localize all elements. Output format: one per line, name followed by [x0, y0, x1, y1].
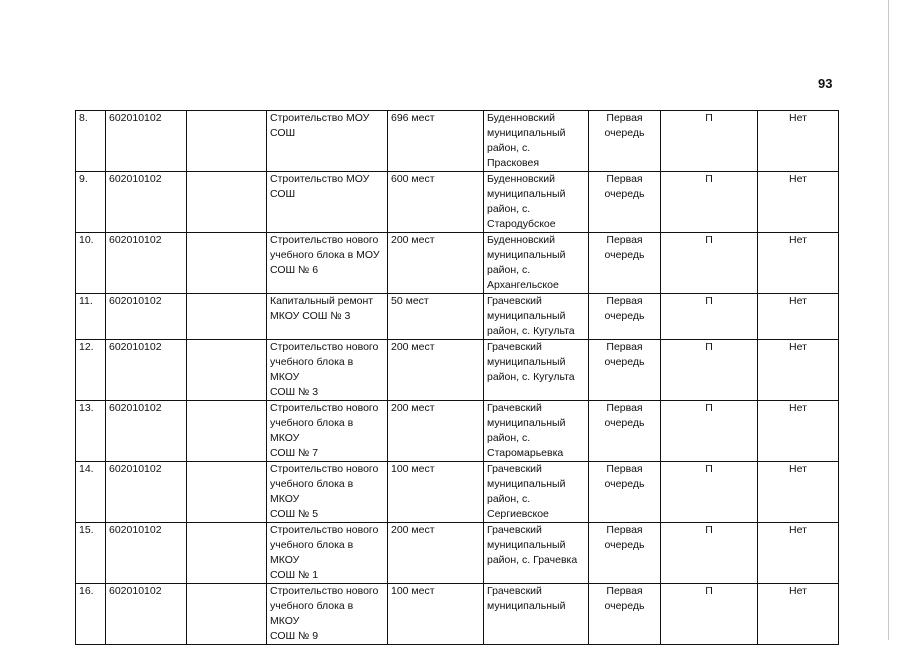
- empty-cell: [187, 172, 267, 233]
- capacity-cell: [388, 111, 484, 172]
- capacity-cell: [388, 462, 484, 523]
- stage-cell: [589, 233, 661, 294]
- cell-line: Первая: [606, 402, 643, 414]
- empty-cell: [187, 462, 267, 523]
- cell-line: СОШ № 6: [270, 264, 319, 276]
- empty-cell: [187, 584, 267, 645]
- cell-line: Первая: [606, 234, 643, 246]
- cell-text: П: [705, 173, 713, 185]
- cell-text: П: [705, 585, 713, 597]
- cell-text: Нет: [789, 341, 807, 353]
- cell-line: СОШ № 9: [270, 630, 319, 642]
- flag-cell: [758, 111, 839, 172]
- cell-text: П: [705, 234, 713, 246]
- flag-cell: [758, 340, 839, 401]
- budget-code-cell: [106, 172, 187, 233]
- type-cell: [661, 111, 758, 172]
- capacity-cell: [388, 340, 484, 401]
- cell-text: 10.: [79, 234, 94, 246]
- type-cell: [661, 523, 758, 584]
- cell-text: 602010102: [109, 524, 162, 536]
- cell-text: 602010102: [109, 341, 162, 353]
- flag-cell: [758, 172, 839, 233]
- object-name-cell: [267, 111, 388, 172]
- cell-line: район, с.: [487, 493, 531, 505]
- cell-line: район, с. Грачевка: [487, 554, 578, 566]
- cell-line: Строительство нового: [270, 234, 379, 246]
- cell-line: СОШ № 7: [270, 447, 319, 459]
- cell-line: муниципальный: [487, 539, 566, 551]
- location-cell: [484, 294, 589, 340]
- cell-text: 12.: [79, 341, 94, 353]
- cell-line: Архангельское: [487, 279, 559, 291]
- table-row: [76, 523, 839, 584]
- cell-text: 602010102: [109, 295, 162, 307]
- empty-cell: [187, 340, 267, 401]
- cell-text: Нет: [789, 585, 807, 597]
- cell-line: муниципальный: [487, 356, 566, 368]
- cell-line: очередь: [604, 478, 645, 490]
- stage-cell: [589, 523, 661, 584]
- flag-cell: [758, 523, 839, 584]
- budget-code-cell: [106, 233, 187, 294]
- location-cell: [484, 523, 589, 584]
- row-number-cell: [76, 294, 106, 340]
- cell-line: Грачевский: [487, 463, 542, 475]
- table-row: [76, 401, 839, 462]
- table-row: [76, 111, 839, 172]
- cell-text: П: [705, 341, 713, 353]
- flag-cell: [758, 294, 839, 340]
- table-row: [76, 462, 839, 523]
- row-number-cell: [76, 172, 106, 233]
- cell-line: Строительство нового: [270, 402, 379, 414]
- cell-line: учебного блока в МКОУ: [270, 417, 354, 444]
- cell-line: учебного блока в МКОУ: [270, 478, 354, 505]
- cell-line: учебного блока в МКОУ: [270, 600, 354, 627]
- object-name-cell: [267, 401, 388, 462]
- stage-cell: [589, 172, 661, 233]
- cell-line: Первая: [606, 524, 643, 536]
- type-cell: [661, 584, 758, 645]
- row-number-cell: [76, 233, 106, 294]
- cell-text: Нет: [789, 234, 807, 246]
- cell-line: СОШ: [270, 188, 296, 200]
- object-name-cell: [267, 172, 388, 233]
- cell-text: 100 мест: [391, 463, 435, 475]
- cell-line: Грачевский: [487, 341, 542, 353]
- cell-line: Строительство нового: [270, 341, 379, 353]
- cell-line: СОШ № 3: [270, 386, 319, 398]
- flag-cell: [758, 401, 839, 462]
- cell-line: Первая: [606, 112, 643, 124]
- cell-line: Буденновский: [487, 173, 555, 185]
- cell-line: Строительство МОУ: [270, 173, 370, 185]
- cell-text: 100 мест: [391, 585, 435, 597]
- cell-line: муниципальный: [487, 310, 566, 322]
- location-cell: [484, 401, 589, 462]
- cell-line: Капитальный ремонт: [270, 295, 374, 307]
- cell-text: Нет: [789, 112, 807, 124]
- cell-line: СОШ № 5: [270, 508, 319, 520]
- location-cell: [484, 111, 589, 172]
- cell-text: 600 мест: [391, 173, 435, 185]
- cell-text: 696 мест: [391, 112, 435, 124]
- type-cell: [661, 172, 758, 233]
- cell-text: П: [705, 295, 713, 307]
- scan-edge-line: [888, 0, 889, 640]
- flag-cell: [758, 233, 839, 294]
- budget-code-cell: [106, 294, 187, 340]
- cell-line: Строительство нового: [270, 524, 379, 536]
- capacity-cell: [388, 233, 484, 294]
- stage-cell: [589, 294, 661, 340]
- cell-text: 13.: [79, 402, 94, 414]
- cell-line: Грачевский: [487, 585, 542, 597]
- cell-line: учебного блока в МОУ: [270, 249, 380, 261]
- cell-text: 200 мест: [391, 234, 435, 246]
- cell-line: муниципальный: [487, 127, 566, 139]
- cell-line: очередь: [604, 539, 645, 551]
- cell-text: 11.: [79, 295, 93, 307]
- object-name-cell: [267, 523, 388, 584]
- cell-line: очередь: [604, 600, 645, 612]
- cell-text: П: [705, 402, 713, 414]
- cell-text: П: [705, 463, 713, 475]
- budget-code-cell: [106, 523, 187, 584]
- cell-line: Грачевский: [487, 402, 542, 414]
- type-cell: [661, 233, 758, 294]
- budget-code-cell: [106, 462, 187, 523]
- cell-text: Нет: [789, 463, 807, 475]
- cell-line: МКОУ СОШ № 3: [270, 310, 351, 322]
- object-name-cell: [267, 294, 388, 340]
- cell-text: 602010102: [109, 585, 162, 597]
- cell-line: СОШ № 1: [270, 569, 319, 581]
- cell-line: очередь: [604, 356, 645, 368]
- cell-line: очередь: [604, 310, 645, 322]
- table-row: [76, 294, 839, 340]
- location-cell: [484, 340, 589, 401]
- stage-cell: [589, 462, 661, 523]
- table-row: [76, 172, 839, 233]
- cell-text: 200 мест: [391, 402, 435, 414]
- cell-text: 602010102: [109, 112, 162, 124]
- cell-line: очередь: [604, 188, 645, 200]
- cell-line: СОШ: [270, 127, 296, 139]
- object-name-cell: [267, 340, 388, 401]
- row-number-cell: [76, 462, 106, 523]
- investment-objects-table: [75, 110, 839, 645]
- row-number-cell: [76, 523, 106, 584]
- table-body: [76, 111, 839, 645]
- empty-cell: [187, 294, 267, 340]
- empty-cell: [187, 401, 267, 462]
- flag-cell: [758, 462, 839, 523]
- cell-line: Стародубское: [487, 218, 556, 230]
- cell-line: Грачевский: [487, 524, 542, 536]
- stage-cell: [589, 111, 661, 172]
- cell-text: 602010102: [109, 402, 162, 414]
- cell-line: учебного блока в МКОУ: [270, 539, 354, 566]
- cell-text: 200 мест: [391, 341, 435, 353]
- location-cell: [484, 172, 589, 233]
- cell-text: 200 мест: [391, 524, 435, 536]
- type-cell: [661, 294, 758, 340]
- type-cell: [661, 340, 758, 401]
- object-name-cell: [267, 233, 388, 294]
- location-cell: [484, 462, 589, 523]
- empty-cell: [187, 523, 267, 584]
- cell-line: муниципальный: [487, 478, 566, 490]
- empty-cell: [187, 233, 267, 294]
- row-number-cell: [76, 401, 106, 462]
- cell-text: 15.: [79, 524, 94, 536]
- cell-line: Грачевский: [487, 295, 542, 307]
- cell-line: Первая: [606, 341, 643, 353]
- cell-line: очередь: [604, 249, 645, 261]
- cell-line: Сергиевское: [487, 508, 549, 520]
- cell-line: учебного блока в МКОУ: [270, 356, 354, 383]
- type-cell: [661, 401, 758, 462]
- table-row: [76, 584, 839, 645]
- cell-text: 602010102: [109, 173, 162, 185]
- cell-line: район, с.: [487, 203, 531, 215]
- cell-line: очередь: [604, 417, 645, 429]
- cell-line: муниципальный: [487, 600, 566, 612]
- cell-line: Строительство нового: [270, 585, 379, 597]
- cell-text: П: [705, 112, 713, 124]
- page-number: 93: [818, 76, 833, 91]
- cell-text: 14.: [79, 463, 94, 475]
- cell-line: Первая: [606, 585, 643, 597]
- table-row: [76, 233, 839, 294]
- capacity-cell: [388, 172, 484, 233]
- cell-line: очередь: [604, 127, 645, 139]
- cell-line: район, с. Прасковея: [487, 142, 540, 169]
- row-number-cell: [76, 340, 106, 401]
- stage-cell: [589, 340, 661, 401]
- stage-cell: [589, 584, 661, 645]
- object-name-cell: [267, 462, 388, 523]
- cell-line: район, с.: [487, 432, 531, 444]
- cell-text: 8.: [79, 112, 88, 124]
- capacity-cell: [388, 584, 484, 645]
- type-cell: [661, 462, 758, 523]
- budget-code-cell: [106, 340, 187, 401]
- cell-text: 50 мест: [391, 295, 429, 307]
- row-number-cell: [76, 584, 106, 645]
- cell-line: Первая: [606, 295, 643, 307]
- cell-text: П: [705, 524, 713, 536]
- cell-text: Нет: [789, 524, 807, 536]
- cell-line: Старомарьевка: [487, 447, 564, 459]
- row-number-cell: [76, 111, 106, 172]
- cell-line: район, с. Кугульта: [487, 325, 575, 337]
- cell-text: 602010102: [109, 463, 162, 475]
- cell-line: Буденновский: [487, 112, 555, 124]
- location-cell: [484, 584, 589, 645]
- table-row: [76, 340, 839, 401]
- capacity-cell: [388, 523, 484, 584]
- capacity-cell: [388, 294, 484, 340]
- stage-cell: [589, 401, 661, 462]
- cell-text: Нет: [789, 173, 807, 185]
- object-name-cell: [267, 584, 388, 645]
- cell-text: Нет: [789, 295, 807, 307]
- cell-line: Строительство МОУ: [270, 112, 370, 124]
- cell-line: муниципальный: [487, 188, 566, 200]
- cell-text: 602010102: [109, 234, 162, 246]
- cell-text: 16.: [79, 585, 94, 597]
- empty-cell: [187, 111, 267, 172]
- capacity-cell: [388, 401, 484, 462]
- budget-code-cell: [106, 111, 187, 172]
- cell-line: Первая: [606, 463, 643, 475]
- flag-cell: [758, 584, 839, 645]
- budget-code-cell: [106, 401, 187, 462]
- cell-line: район, с. Кугульта: [487, 371, 575, 383]
- cell-line: муниципальный: [487, 417, 566, 429]
- location-cell: [484, 233, 589, 294]
- cell-line: Буденновский: [487, 234, 555, 246]
- cell-text: 9.: [79, 173, 88, 185]
- cell-line: Первая: [606, 173, 643, 185]
- cell-text: Нет: [789, 402, 807, 414]
- cell-line: Строительство нового: [270, 463, 379, 475]
- cell-line: район, с.: [487, 264, 531, 276]
- cell-line: муниципальный: [487, 249, 566, 261]
- budget-code-cell: [106, 584, 187, 645]
